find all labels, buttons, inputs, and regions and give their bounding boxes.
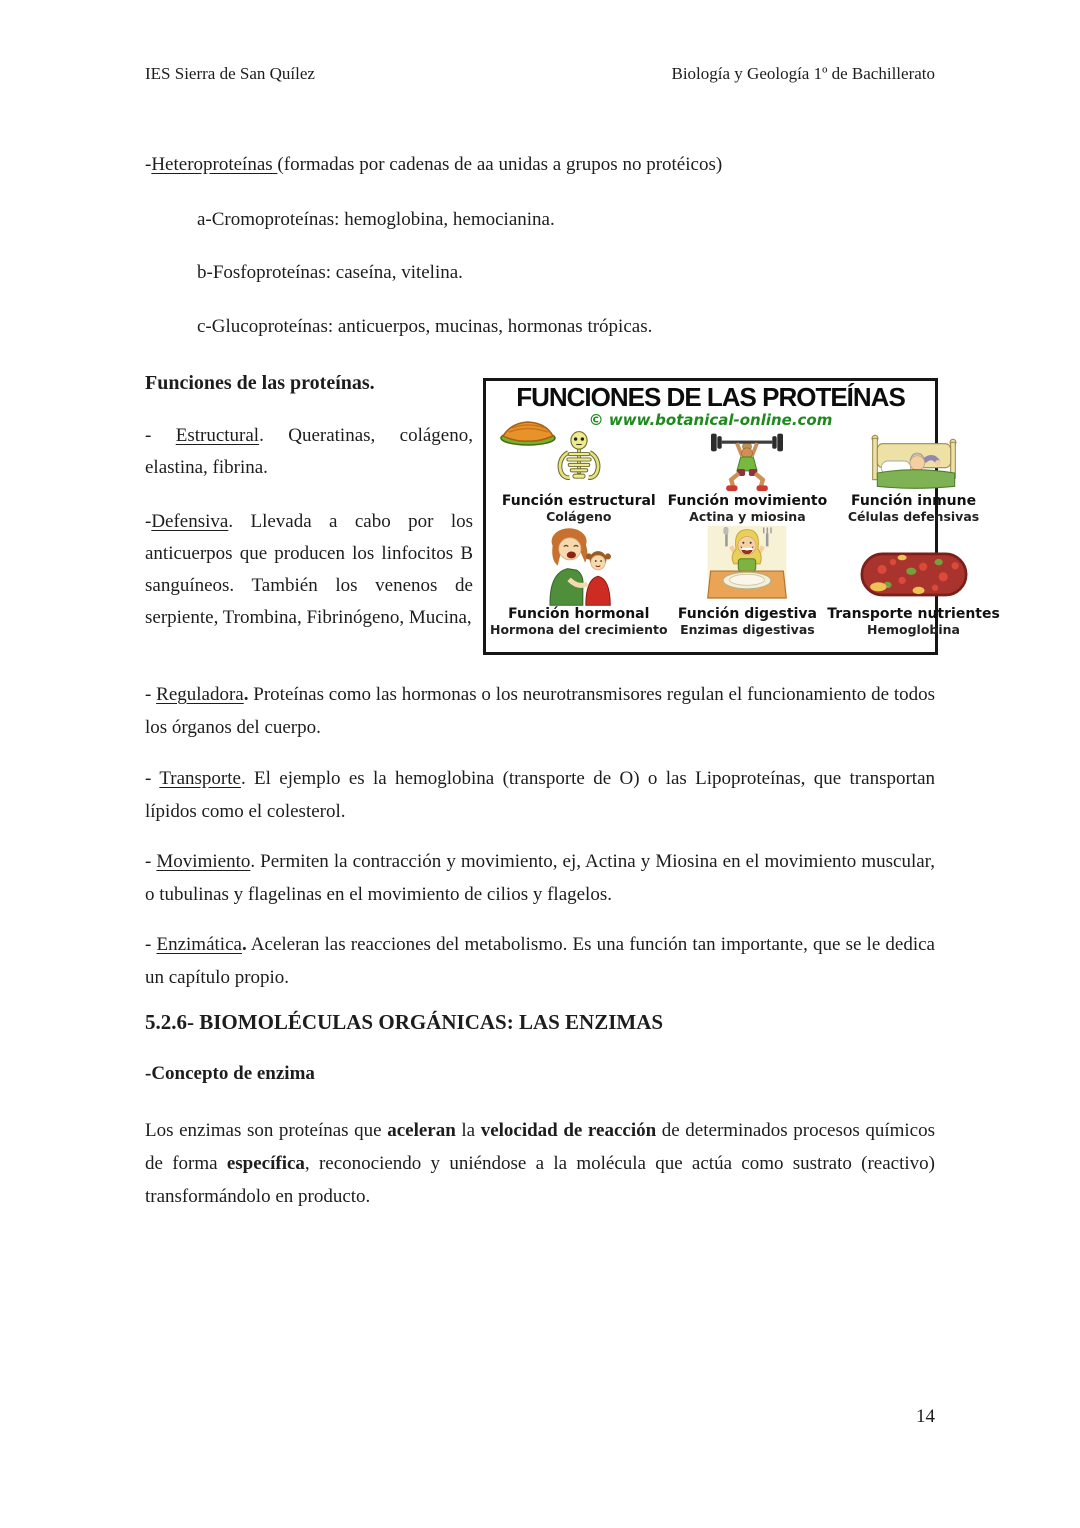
skeleton-icon bbox=[552, 431, 606, 493]
panel-sublabel: Células defensivas bbox=[847, 509, 980, 524]
person-eating-icon bbox=[701, 526, 793, 606]
figure-title: FUNCIONES DE LAS PROTEÍNAS bbox=[516, 382, 905, 412]
header-subject: Biología y Geología 1º de Bachillerato bbox=[671, 64, 935, 83]
term-transporte: Transporte bbox=[159, 768, 241, 789]
panel-sublabel: Actina y miosina bbox=[689, 509, 806, 524]
icon-box bbox=[490, 524, 668, 606]
red-blood-cell-icon bbox=[854, 542, 974, 606]
protein-functions-figure bbox=[483, 378, 1000, 655]
heteroproteins-line bbox=[145, 148, 935, 181]
heteroproteins-term: Heteroproteínas bbox=[151, 154, 278, 175]
dash: - bbox=[145, 934, 157, 955]
bold-especifica: específica bbox=[226, 1153, 305, 1174]
paragraph-estructural: - Estructural. Queratinas, colágeno, elastina, fibrina. bbox=[145, 425, 473, 478]
panel-label: Función inmune bbox=[850, 493, 977, 509]
figure-credit: © www.botanical-online.com bbox=[588, 411, 833, 429]
panel-sublabel: Colágeno bbox=[546, 509, 612, 524]
dash: - bbox=[145, 154, 152, 175]
person-in-bed-icon bbox=[854, 433, 974, 493]
dash: - bbox=[145, 851, 157, 872]
term-movimiento: Movimiento bbox=[156, 851, 251, 872]
paragraph-movimiento: - Movimiento. Permiten la contracción y movimiento, ej, Actina y Miosina en el movimiento muscular, o tubulinas y flagelinas en el movimiento de cilios y flagelos. bbox=[145, 851, 935, 905]
icon-box bbox=[827, 430, 1000, 493]
paragraph-enzyme-definition: Los enzimas son proteínas que aceleran la velocidad de reacción de determinados procesos químicos de forma específica, reconociendo y uniéndose a la molécula que actúa como sustrato (reactivo) transformándolo en producto. bbox=[145, 1120, 935, 1207]
panel-label: Función hormonal bbox=[508, 606, 650, 622]
weightlifter-icon bbox=[691, 433, 803, 493]
panel-label: Función estructural bbox=[501, 493, 656, 509]
figure-panels bbox=[486, 430, 1000, 637]
panel-label: Transporte nutrientes bbox=[827, 606, 1000, 622]
dash: - bbox=[145, 684, 157, 705]
icon-box bbox=[827, 524, 1000, 606]
paragraph-enzimatica: - Enzimática. Aceleran las reacciones del metabolismo. Es una función tan importante, que se le dedica un capítulo propio. bbox=[145, 934, 935, 988]
term-reguladora: Reguladora bbox=[156, 684, 244, 705]
dash: - bbox=[145, 425, 176, 446]
term-enzimatica: Enzimática bbox=[156, 934, 242, 955]
bold-velocidad: velocidad de reacción bbox=[480, 1120, 657, 1141]
icon-box bbox=[668, 430, 828, 493]
panel-immune bbox=[827, 430, 1000, 524]
list-item-glucoproteinas: c-Glucoproteínas: anticuerpos, mucinas, hormonas trópicas. bbox=[197, 316, 653, 337]
header-school: IES Sierra de San Quílez bbox=[145, 64, 315, 83]
panel-transport bbox=[827, 524, 1000, 637]
enzymes-section-heading: 5.2.6- BIOMOLÉCULAS ORGÁNICAS: LAS ENZIMAS bbox=[145, 1010, 664, 1034]
paragraph-transporte: - Transporte. El ejemplo es la hemoglobina (transporte de O) o las Lipoproteínas, que transportan lípidos como el colesterol. bbox=[145, 768, 936, 822]
panel-movement bbox=[668, 430, 828, 524]
dash: - bbox=[145, 511, 152, 532]
term-estructural: Estructural bbox=[175, 425, 260, 446]
enzyme-concept-subheading: -Concepto de enzima bbox=[145, 1063, 315, 1084]
page-header bbox=[145, 63, 935, 85]
heteroproteins-rest: (formadas por cadenas de aa unidas a grupos no protéicos) bbox=[277, 154, 723, 175]
list-item-cromoproteinas: a-Cromoproteínas: hemoglobina, hemocianina. bbox=[197, 209, 555, 230]
dash: - bbox=[145, 768, 160, 789]
panel-hormonal bbox=[490, 524, 668, 637]
term-defensiva: Defensiva bbox=[151, 511, 229, 532]
bold-aceleran: aceleran bbox=[387, 1120, 456, 1141]
paragraph-defensiva: -Defensiva. Llevada a cabo por los anticuerpos que producen los linfocitos B sanguíneos. También los venenos de serpiente, Trombina, Fibrinógeno, Mucina, bbox=[145, 511, 473, 628]
paragraph-reguladora: - Reguladora. Proteínas como las hormonas o los neurotransmisores regulan el funcionamiento de todos los órganos del cuerpo. bbox=[145, 684, 936, 738]
functions-heading: Funciones de las proteínas. bbox=[145, 372, 375, 394]
page-number: 14 bbox=[916, 1406, 935, 1427]
panel-label: Función movimiento bbox=[667, 493, 828, 509]
list-item-fosfoproteinas: b-Fosfoproteínas: caseína, vitelina. bbox=[197, 262, 463, 283]
meat-on-lettuce-icon bbox=[498, 414, 558, 446]
panel-sublabel: Enzimas digestivas bbox=[680, 622, 815, 637]
panel-digestive bbox=[668, 524, 828, 637]
mother-and-child-icon bbox=[536, 526, 622, 606]
panel-sublabel: Hormona del crecimiento bbox=[490, 622, 668, 637]
icon-box bbox=[668, 524, 828, 606]
panel-label: Función digestiva bbox=[677, 606, 817, 622]
panel-sublabel: Hemoglobina bbox=[867, 622, 960, 637]
